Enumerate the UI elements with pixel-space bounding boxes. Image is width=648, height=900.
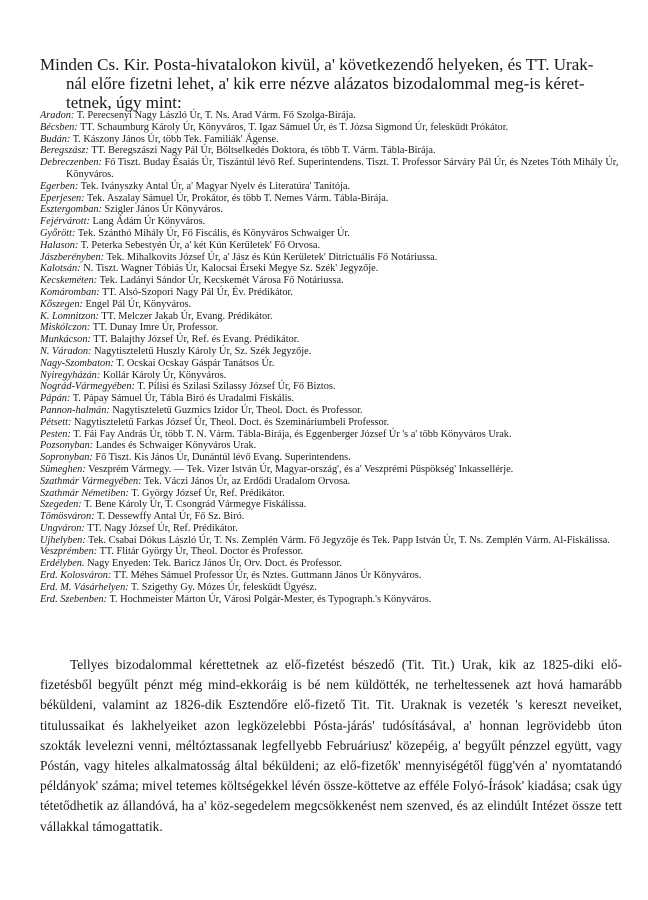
entry-text: Nagytiszteletű Farkas József Úr, Theol. Doct. és Szemináriumbeli Professor. [74, 416, 390, 428]
entry-text: Tek. Szánthó Mihály Úr, Fő Fiscális, és Könyváros Schwaiger Úr. [77, 227, 350, 239]
entry-place: Nográd-Vármegyében: [40, 381, 135, 393]
entry-place: Kőszegen: [40, 298, 83, 310]
entry-text: T. Pilisi és Szilasi Szilassy József Úr, Fő Biztos. [137, 381, 336, 393]
entry-place: Jászberényben: [40, 251, 105, 263]
list-item [40, 523, 620, 535]
list-item [40, 558, 620, 570]
list-item [40, 594, 620, 606]
entry-text: TT. Flitár György Úr, Theol. Doctor és Professor. [99, 546, 304, 558]
entry-place: Erd. Kolosváron: [40, 570, 112, 582]
list-item [40, 252, 620, 264]
entry-text: Fő Tiszt. Kis János Úr, Dunántúl lévő Evang. Superintendens. [95, 452, 351, 464]
entry-place: Pétsett: [40, 416, 72, 428]
entry-place: Bécsben: [40, 121, 78, 133]
entry-text: T. Fái Fay András Úr, több T. N. Várm. Tábla-Birája, és Eggenberger József Úr 's a' több Könyváros Urak. [73, 428, 512, 440]
entry-text: Engel Pál Úr, Könyváros. [85, 298, 192, 310]
list-item [40, 216, 620, 228]
entry-place: Nagy-Szombaton: [40, 357, 114, 369]
entry-place: Pannon-halmán: [40, 404, 110, 416]
list-item [40, 370, 620, 382]
list-item [40, 299, 620, 311]
entry-place: Pesten: [40, 428, 71, 440]
list-item [40, 452, 620, 464]
entry-place: Sümeghen: [40, 463, 86, 475]
entry-place: Debreczenben: [40, 157, 102, 169]
entry-text: T. Perecsenyi Nagy László Úr, T. Ns. Arad Várm. Fő Szolga-Birája. [76, 110, 356, 121]
entry-text: Tek. Aszalay Sámuel Úr, Prokátor, és több T. Nemes Várm. Tábla-Birája. [87, 192, 389, 204]
entry-text: Nagytiszteletű Huszly Károly Úr, Sz. Szék Jegyzője. [94, 345, 312, 357]
list-item [40, 570, 620, 582]
entry-place: Munkácson: [40, 334, 91, 346]
entry-place: Pozsonyban: [40, 440, 94, 452]
entry-text: Tek. Ladányi Sándor Úr, Kecskemét Városa Fő Notáriussa. [99, 275, 344, 287]
list-item [40, 582, 620, 594]
list-item [40, 546, 620, 558]
entry-text: T. Pápay Sámuel Úr, Tábla Biró és Uradalmi Fiskális. [72, 393, 295, 405]
entry-place: Szathmár Németiben: [40, 487, 129, 499]
entry-text: TT. Méhes Sámuel Professor Úr, és Nztes. Guttmann János Úr Könyváros. [113, 570, 422, 582]
closing-paragraph: Tellyes bizodalommal kérettetnek az elő-fizetést bészedő (Tit. Tit.) Urak, kik az 1825-diki elő-fizetésből begyűlt pénzt még mind-ekkoráig is bé nem küldötték, ne terheltessenek azt hová hamarább béküldeni, valamint az 1826-dik Esztendőre elő-fizető Tit. Tit. Uraknak is vezeték 's kereszt neveiket, titulussaikat és lakhelyeiket azon legközelebbi Pósta-járás' tudósításával, a' honnan legrövidebb úton szokták levelezni venni, méltóztassanak legfellyebb Februáriusz' közepéig, a' begyűlt pénzzel együtt, vagy Póstán, vagy hiteles alkalmatosság által béküldeni; az elő-fizetők' mennyiségétől függ'vén a' nyomtatandó példányok' száma; mivel tetemes költségekkel lévén össze-köttetve az efféle Folyó-Írások' kiadása; csak úgy tétetődhetik az állandóvá, ha a' köz-segedelem megcsökkenést nem szenved, és az elindúlt Intézet össze tett vállakkal támogattatik. [40, 657, 622, 834]
entry-text: TT. Beregszászi Nagy Pál Úr, Böltselkedés Doktora, és több T. Várm. Tábla-Birája. [91, 145, 436, 157]
entry-text: TT. Melczer Jakab Úr, Evang. Prédikátor. [101, 310, 273, 322]
list-item [40, 122, 620, 134]
entry-place: Kalotsán: [40, 263, 81, 275]
intro-continuation-1: nál előre fizetni lehet, a' kik erre nézve alázatos bizodalommal meg-is kéret- [66, 74, 585, 93]
entry-text: TT. Dunay Imre Úr, Professor. [92, 322, 219, 334]
entry-text: T. Szigethy Gy. Mózes Úr, feleskűdt Ügyész. [131, 581, 317, 593]
entry-text: Kollár Károly Úr, Könyváros. [102, 369, 227, 381]
subscription-location-list [40, 110, 620, 605]
entry-place: Veszprémben: [40, 546, 98, 558]
entry-text: N. Tiszt. Wagner Tóbiás Úr, Kalocsai Érseki Megye Sz. Szék' Jegyzője. [83, 263, 379, 275]
list-item [40, 499, 620, 511]
list-item [40, 311, 620, 323]
entry-place: Szegeden: [40, 499, 82, 511]
entry-place: Aradon: [40, 110, 75, 121]
entry-text: Nagytiszteletű Guzmics Izidor Úr, Theol. Doct. és Professor. [112, 404, 363, 416]
entry-place: Erd. M. Vásárhelyen: [40, 581, 129, 593]
list-item [40, 488, 620, 500]
list-item [40, 193, 620, 205]
entry-place: Erd. Szebenben: [40, 593, 108, 605]
list-item [40, 263, 620, 275]
entry-place: Egerben: [40, 180, 79, 192]
entry-place: Győrött: [40, 227, 76, 239]
list-item [40, 157, 620, 181]
list-item [40, 134, 620, 146]
list-item [40, 346, 620, 358]
list-item [40, 405, 620, 417]
list-item [40, 334, 620, 346]
list-item [40, 429, 620, 441]
entry-place: Kecskeméten: [40, 275, 98, 287]
list-item [40, 110, 620, 122]
intro-continuation-2: tetnek, úgy mint: [66, 93, 182, 112]
entry-text: Landes és Schwaiger Könyváros Urak. [95, 440, 257, 452]
entry-place: Beregszász: [40, 145, 89, 157]
list-item [40, 464, 620, 476]
entry-place: Miskólczon: [40, 322, 91, 334]
entry-text: Veszprém Vármegy. — Tek. Vizer István Úr, Magyar-ország', és a' Veszprémi Püspökség' Inkassellérje. [88, 463, 514, 475]
list-item [40, 417, 620, 429]
list-item [40, 204, 620, 216]
entry-place: Esztergomban: [40, 204, 102, 216]
entry-place: Erdélyben. [40, 558, 85, 570]
entry-text: Tek. Csabai Dókus László Úr, T. Ns. Zemplén Várm. Fő Jegyzője és Tek. Papp István Úr, T. Ns. Zemplén Várm. Al-Fiskálissa. [88, 534, 610, 546]
entry-text: Lang Ádám Úr Könyváros. [92, 216, 206, 228]
list-item [40, 535, 620, 547]
entry-text: T. Hochmeister Márton Úr, Városi Polgár-Mester, és Typograph.'s Könyváros. [109, 593, 432, 605]
entry-text: T. Peterka Sebestyén Úr, a' két Kún Kerületek' Fő Orvosa. [80, 239, 321, 251]
entry-place: Eperjesen: [40, 192, 85, 204]
entry-place: Pápán: [40, 393, 71, 405]
intro-first-line: Minden Cs. Kir. Posta-hivatalokon kivül, a' következendő helyeken, és TT. Urak- [40, 55, 594, 74]
list-item [40, 145, 620, 157]
list-item [40, 181, 620, 193]
entry-text: Nagy Enyeden: Tek. Baricz János Úr, Orv. Doct. és Professor. [87, 558, 342, 570]
entry-place: Ungváron: [40, 522, 85, 534]
list-item [40, 393, 620, 405]
entry-text: TT. Nagy József Úr, Ref. Prédikátor. [87, 522, 238, 534]
entry-text: Tek. Mihalkovits József Úr, a' Jász és Kún Kerületek' Ditrictuális Fő Notáriussa. [106, 251, 438, 263]
entry-text: T. György József Úr, Ref. Prédikátor. [131, 487, 285, 499]
entry-text: T. Bene Károly Úr, T. Csongrád Vármegye Fiskálissa. [84, 499, 307, 511]
entry-place: Szathmár Vármegyében: [40, 475, 142, 487]
entry-text: TT. Balajthy József Úr, Ref. és Evang. Prédikátor. [93, 334, 300, 346]
entry-text: Szigler János Úr Könyváros. [104, 204, 223, 216]
entry-text: Tek. Váczi János Úr, az Erdődi Uradalom Orvosa. [143, 475, 351, 487]
entry-text: TT. Schaumburg Károly Úr, Könyváros, T. Igaz Sámuel Úr, és T. Józsa Sigmond Úr, feleskűdt Prókátor. [80, 121, 509, 133]
list-item [40, 476, 620, 488]
entry-place: Halason: [40, 239, 79, 251]
entry-text: T. Kászony János Úr, több Tek. Familiák' Ágense. [72, 133, 279, 145]
entry-place: K. Lomnitzon: [40, 310, 99, 322]
entry-text: Tek. Iványszky Antal Úr, a' Magyar Nyelv és Literatúra' Tanítója. [80, 180, 351, 192]
list-item [40, 358, 620, 370]
list-item [40, 381, 620, 393]
list-item [40, 275, 620, 287]
list-item [40, 511, 620, 523]
entry-text: T. Dessewffy Antal Úr, Fő Sz. Biró. [96, 511, 245, 523]
entry-text: T. Ocskai Ocskay Gáspár Tanátsos Úr. [116, 357, 275, 369]
entry-place: N. Váradon: [40, 345, 92, 357]
entry-place: Budán: [40, 133, 71, 145]
entry-text: Fő Tiszt. Buday Ésaiás Úr, Tiszántúl lévő Ref. Superintendens. Tiszt. T. Professor Sárváry Pál Úr, és Nzetes Tóth Mihály Úr, Könyváros. [66, 157, 619, 180]
list-item [40, 322, 620, 334]
list-item [40, 440, 620, 452]
entry-place: Komáromban: [40, 286, 100, 298]
list-item [40, 287, 620, 299]
entry-place: Ujhelyben: [40, 534, 86, 546]
entry-place: Nyiregyházán: [40, 369, 101, 381]
intro-paragraph [40, 55, 622, 112]
entry-place: Tömösváron: [40, 511, 95, 523]
list-item [40, 240, 620, 252]
entry-place: Sopronyban: [40, 452, 93, 464]
list-item [40, 228, 620, 240]
entry-text: TT. Alsó-Szopori Nagy Pál Úr, Év. Prédikátor. [102, 286, 293, 298]
entry-place: Fejérvárott: [40, 216, 90, 228]
